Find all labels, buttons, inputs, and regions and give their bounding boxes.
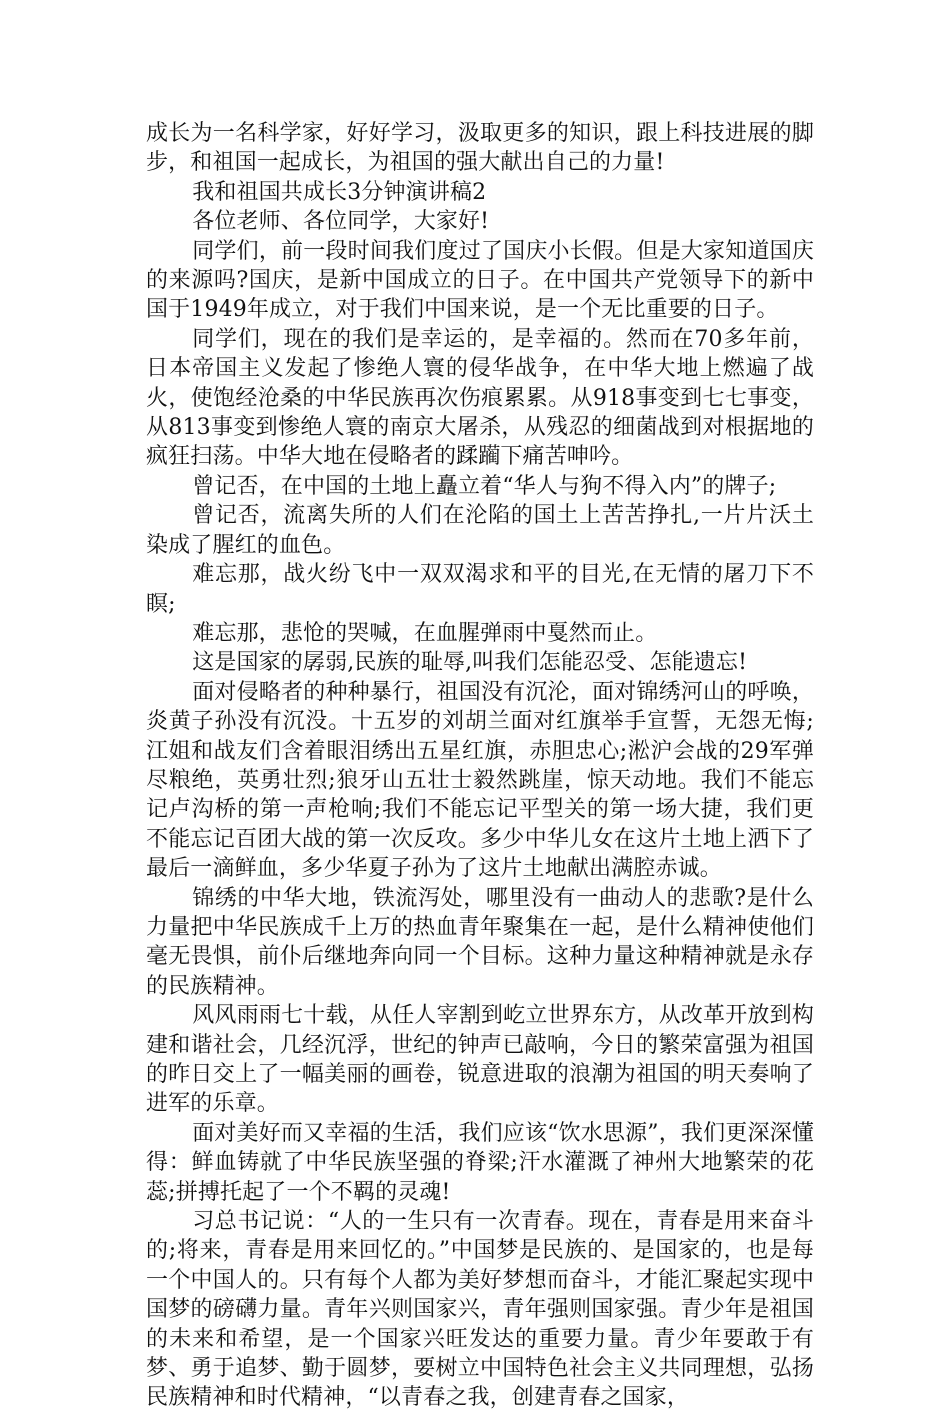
- paragraph: 风风雨雨七十载，从任人宰割到屹立世界东方，从改革开放到构建和谐社会，几经沉浮，世纪的钟声已敲响，今日的繁荣富强为祖国的昨日交上了一幅美丽的画卷，锐意进取的浪潮为祖国的明天奏响了进军的乐章。: [146, 1003, 814, 1117]
- paragraph: 曾记否，流离失所的人们在沦陷的国土上苦苦挣扎,一片片沃土染成了腥红的血色。: [146, 503, 814, 558]
- paragraph: 难忘那，战火纷飞中一双双渴求和平的目光,在无情的屠刀下不瞑;: [146, 562, 814, 617]
- paragraph: 曾记否，在中国的土地上矗立着“华人与狗不得入内”的牌子;: [192, 473, 777, 499]
- paragraph: 同学们，前一段时间我们度过了国庆小长假。但是大家知道国庆的来源吗?国庆，是新中国成立的日子。在中国共产党领导下的新中国于1949年成立，对于我们中国来说，是一个无比重要的日子。: [146, 238, 814, 323]
- paragraph: 难忘那，悲怆的哭喊，在血腥弹雨中戛然而止。: [192, 620, 658, 646]
- paragraph: 同学们，现在的我们是幸运的，是幸福的。然而在70多年前，日本帝国主义发起了惨绝人寰的侵华战争，在中华大地上燃遍了战火，使饱经沧桑的中华民族再次伤痕累累。从918事变到七七事变，从813事变到惨绝人寰的南京大屠杀，从残忍的细菌战到对根据地的疯狂扫荡。中华大地在侵略者的蹂躏下痛苦呻吟。: [146, 326, 814, 470]
- paragraph-continuation: 成长为一名科学家，好好学习，汲取更多的知识，跟上科技进展的脚步，和祖国一起成长，为祖国的强大献出自己的力量!: [146, 121, 814, 176]
- paragraph: 面对侵略者的种种暴行，祖国没有沉沦，面对锦绣河山的呼唤，炎黄子孙没有沉没。十五岁的刘胡兰面对红旗举手宣誓，无怨无悔;江姐和战友们含着眼泪绣出五星红旗，赤胆忠心;淞沪会战的29军弹尽粮绝，英勇壮烈;狼牙山五壮士毅然跳崖，惊天动地。我们不能忘记卢沟桥的第一声枪响;我们不能忘记平型关的第一场大捷，我们更不能忘记百团大战的第一次反攻。多少中华儿女在这片土地上洒下了最后一滴鲜血，多少华夏子孙为了这片土地献出满腔赤诚。: [146, 679, 814, 882]
- greeting-paragraph: 各位老师、各位同学，大家好!: [192, 209, 490, 235]
- speech-title: 我和祖国共成长3分钟演讲稿2: [192, 179, 487, 205]
- document-body: [146, 119, 814, 1413]
- paragraph: 面对美好而又幸福的生活，我们应该“饮水思源”，我们更深深懂得：鲜血铸就了中华民族坚强的脊梁;汗水灌溉了神州大地繁荣的花蕊;拼搏托起了一个不羁的灵魂!: [146, 1120, 814, 1205]
- paragraph: 习总书记说：“人的一生只有一次青春。现在，青春是用来奋斗的;将来，青春是用来回忆的。”中国梦是民族的、是国家的，也是每一个中国人的。只有每个人都为美好梦想而奋斗，才能汇聚起实现中国梦的磅礴力量。青年兴则国家兴，青年强则国家强。青少年是祖国的未来和希望，是一个国家兴旺发达的重要力量。青少年要敢于有梦、勇于追梦、勤于圆梦，要树立中国特色社会主义共同理想，弘扬民族精神和时代精神，“以青春之我，创建青春之国家，: [146, 1209, 814, 1411]
- paragraph: 锦绣的中华大地，铁流泻处，哪里没有一曲动人的悲歌?是什么力量把中华民族成千上万的热血青年聚集在一起，是什么精神使他们毫无畏惧，前仆后继地奔向同一个目标。这种力量这种精神就是永存的民族精神。: [146, 885, 814, 999]
- paragraph: 这是国家的孱弱,民族的耻辱,叫我们怎能忍受、怎能遗忘!: [192, 650, 748, 676]
